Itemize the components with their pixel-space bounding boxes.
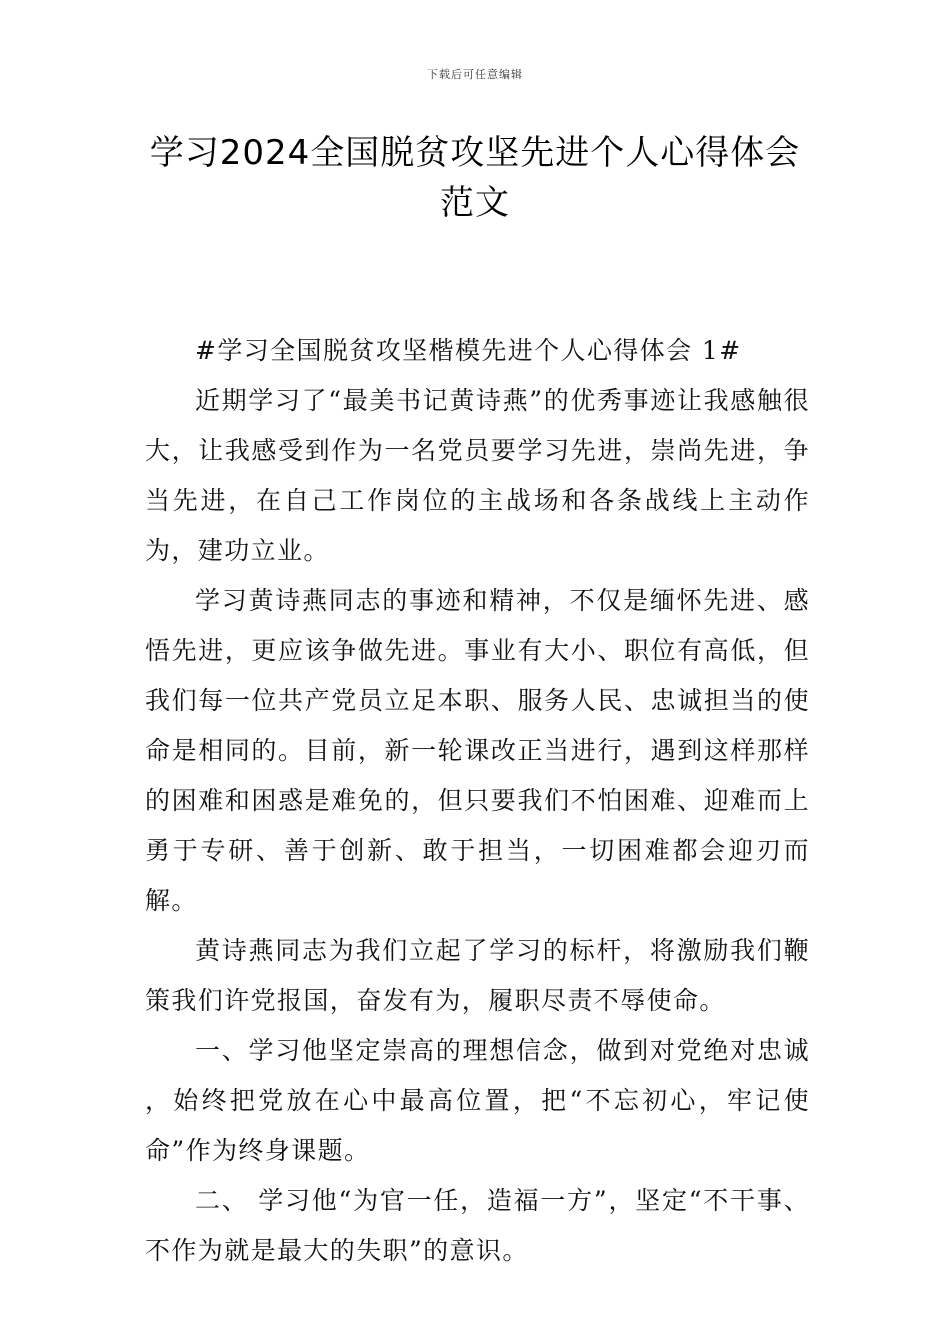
- paragraph: 近期学习了“最美书记黄诗燕”的优秀事迹让我感触很大，让我感受到作为一名党员要学习先进，崇尚先进，争当先进，在自己工作岗位的主战场和各条战线上主动作为，建功立业。: [145, 386, 810, 565]
- document-title: [100, 128, 850, 228]
- document-body: [145, 326, 810, 1276]
- section-heading: #学习全国脱贫攻坚楷模先进个人心得体会 1#: [195, 336, 742, 365]
- paragraph: 黄诗燕同志为我们立起了学习的标杆，将激励我们鞭策我们许党报国，奋发有为，履职尽责不辱使命。: [145, 936, 810, 1015]
- header-note: 下载后可任意编辑: [427, 68, 523, 81]
- title-line-1: 学习2024全国脱贫攻坚先进个人心得体会: [149, 133, 801, 173]
- paragraph: 二、 学习他“为官一任，造福一方”，坚定“不干事、不作为就是最大的失职”的意识。: [145, 1186, 810, 1265]
- title-line-2: 范文: [440, 183, 510, 223]
- paragraph: 一、学习他坚定崇高的理想信念，做到对党绝对忠诚 ，始终把党放在心中最高位置，把“不忘初心，牢记使命”作为终身课题。: [145, 1036, 810, 1165]
- paragraph: 学习黄诗燕同志的事迹和精神，不仅是缅怀先进、感悟先进，更应该争做先进。事业有大小、职位有高低，但我们每一位共产党员立足本职、服务人民、忠诚担当的使命是相同的。目前，新一轮课改正当进行，遇到这样那样的困难和困惑是难免的，但只要我们不怕困难、迎难而上勇于专研、善于创新、敢于担当，一切困难都会迎刃而解。: [145, 586, 810, 915]
